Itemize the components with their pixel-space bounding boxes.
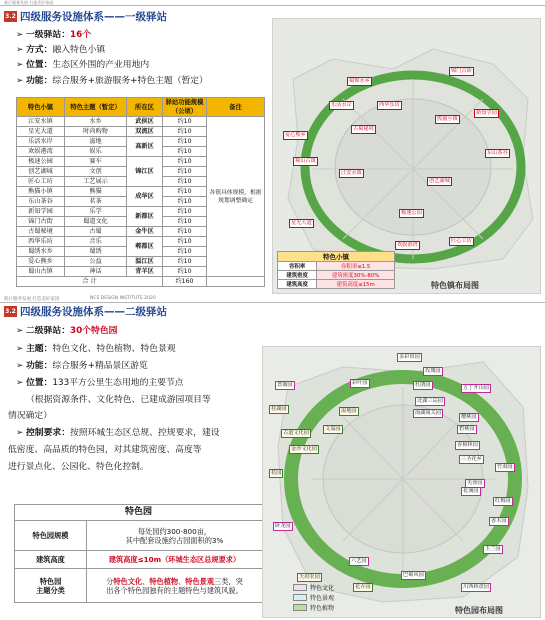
town-marker[interactable]: 江安水镇 <box>341 170 362 176</box>
park-marker[interactable]: 五丁开山园 <box>463 385 489 391</box>
park-layout-map <box>262 346 541 618</box>
bullet-function: ➢ 功能：综合服务+旅游服务+特色主题（暂定） <box>16 76 208 86</box>
town-name: 蜀山古镇 <box>17 267 65 277</box>
scale: 约10 <box>163 157 207 167</box>
total-row <box>17 277 265 287</box>
park-marker[interactable]: 杜鹃园 <box>415 382 431 388</box>
park-marker[interactable]: 竹海园 <box>497 464 513 470</box>
park-marker[interactable]: 巴蜀风园 <box>403 572 424 578</box>
scale: 约10 <box>163 227 207 237</box>
town-name: 极速公园 <box>17 157 65 167</box>
town-name: 新知学园 <box>17 207 65 217</box>
scale: 约10 <box>163 177 207 187</box>
section1-title: 四级服务设施体系——一级驿站 <box>20 10 167 23</box>
scale: 约10 <box>163 197 207 207</box>
town-theme: 时尚购物 <box>65 127 127 137</box>
town-name: 东山茶谷 <box>17 197 65 207</box>
town-marker[interactable]: 西华乐坊 <box>379 102 400 108</box>
park-marker[interactable]: 碧桃园 <box>459 426 475 432</box>
town-name: 江安水镇 <box>17 117 65 127</box>
bullet-control-l2: 低密度、高品质的特色园，对其建筑密度、高度等 <box>8 445 202 455</box>
park-marker[interactable]: 桂湖园 <box>271 406 287 412</box>
town-theme: 音乐 <box>65 237 127 247</box>
district: 新都区 <box>127 207 163 227</box>
town-marker[interactable]: 爱心熊乡 <box>285 132 306 138</box>
scale: 约10 <box>163 267 207 277</box>
park-marker[interactable]: 湿地园 <box>341 408 357 414</box>
park-marker[interactable]: 玫瑰园 <box>425 368 441 374</box>
scale: 约10 <box>163 137 207 147</box>
town-marker[interactable]: 熊猫小镇 <box>437 116 458 122</box>
col-scale: 驿站功能规模（公顷） <box>163 98 207 117</box>
town-marker[interactable]: 创艺湖城 <box>429 178 450 184</box>
bullet-location-2: ➢ 位置：133平方公里生态用地的主要节点 <box>16 378 184 388</box>
park-marker[interactable]: 桔园 <box>271 470 282 476</box>
town-name: 创艺湖城 <box>17 167 65 177</box>
scale: 约10 <box>163 207 207 217</box>
town-marker[interactable]: 匠心工坊 <box>451 238 472 244</box>
district: 双流区 <box>127 127 163 137</box>
park-marker[interactable]: 南湖阅关园 <box>415 410 441 416</box>
town-theme: 熊猫 <box>65 187 127 197</box>
park-marker[interactable]: 玉兰园 <box>485 546 501 552</box>
town-name: 星光大道 <box>17 127 65 137</box>
bullet-theme: ➢ 主题：特色文化、特色植物、特色景观 <box>16 344 176 354</box>
town-marker[interactable]: 新知学园 <box>476 110 497 116</box>
park-marker[interactable]: 花溪园 <box>463 488 479 494</box>
map2-caption: 特色园布局图 <box>455 606 503 615</box>
park-marker[interactable]: 多彩田园 <box>399 354 420 360</box>
district: 武侯区 <box>127 117 163 127</box>
district: 成华区 <box>127 187 163 207</box>
town-marker[interactable]: 蜀山古镇 <box>295 158 316 164</box>
col-town: 特色小镇 <box>17 98 65 117</box>
bullet-location-note: （根据资源条件、文化特色、已建成游园项目等 <box>26 395 211 405</box>
town-layout-map <box>272 18 541 294</box>
total-value: 约160 <box>163 277 207 287</box>
scale: 约10 <box>163 127 207 137</box>
town-theme: 水乡 <box>65 117 127 127</box>
park-marker[interactable]: 文翁园 <box>325 426 341 432</box>
town-marker[interactable]: 星光大道 <box>291 220 312 226</box>
park-height-label: 建筑高度 <box>15 551 87 569</box>
top-header-strip <box>0 0 545 6</box>
park-marker[interactable]: 香樟林园 <box>457 442 478 448</box>
town-marker[interactable]: 蜀锦水乡 <box>349 78 370 84</box>
col-remark: 备注 <box>207 98 265 117</box>
district: 金牛区 <box>127 227 163 237</box>
park-category-label: 特色园 主题分类 <box>15 569 87 603</box>
town-name: 西华乐坊 <box>17 237 65 247</box>
town-name: 爱心熊乡 <box>17 257 65 267</box>
town-name: 锦门古街 <box>17 217 65 227</box>
town-marker[interactable]: 极速公园 <box>401 210 422 216</box>
town-name: 匠心工坊 <box>17 177 65 187</box>
park-marker[interactable]: 天府农园 <box>299 574 320 580</box>
park-marker[interactable]: 樱桃园 <box>461 414 477 420</box>
bullet-location: ➢ 位置：生态区外围的产业用地内 <box>16 60 150 70</box>
scale: 约10 <box>163 187 207 197</box>
town-theme: 古蜀 <box>65 227 127 237</box>
town-name: 古蜀秘境 <box>17 227 65 237</box>
legend-title: 特色小镇 <box>278 252 395 262</box>
district: 郫都区 <box>127 237 163 257</box>
park-marker[interactable]: 北湖三岛园 <box>417 398 443 404</box>
legend-landscape: 特色景观 <box>293 592 334 602</box>
legend-value: 容积率≤1.5 <box>317 262 395 271</box>
remark: 各镇具体规模，根据规划调整确定 <box>207 117 265 277</box>
brand-institute: NCS DESIGN INSTITUTE 2020 <box>90 296 156 301</box>
town-name: 乐活水岸 <box>17 137 65 147</box>
col-district: 所在区 <box>127 98 163 117</box>
town-theme: 蜀道文化 <box>65 217 127 227</box>
legend-key: 建筑高度 <box>278 280 317 289</box>
brand-slogan: 新行服务发展 打造美好家园 <box>4 0 54 5</box>
park-marker[interactable]: 香木园 <box>491 518 507 524</box>
brand-slogan-2: 践行服务发展 打造美好家园 <box>4 297 60 302</box>
scale: 约10 <box>163 217 207 227</box>
town-theme: 滋地 <box>65 137 127 147</box>
legend-value: 建筑高度≤15m <box>317 280 395 289</box>
park-marker[interactable]: 彩叶园 <box>352 380 368 386</box>
bullet-level1-count: ➢ 一级驿站：16个 <box>16 30 92 40</box>
scale: 约10 <box>163 167 207 177</box>
town-name: 熊猫小镇 <box>17 187 65 197</box>
town-marker[interactable]: 欢娱港湾 <box>397 242 418 248</box>
bullet-method: ➢ 方式：融入特色小镇 <box>16 45 106 55</box>
bullet-function-2: ➢ 功能：综合服务+精品景区游览 <box>16 361 148 371</box>
section2-header <box>4 304 167 318</box>
town-theme: 娱乐 <box>65 147 127 157</box>
section-number-badge: 3.2 <box>5 307 16 315</box>
town-name: 欢娱港湾 <box>17 147 65 157</box>
bullet-location-note2: 情况确定） <box>8 411 52 421</box>
town-marker[interactable]: 古蜀秘境 <box>353 126 374 132</box>
col-theme: 特色主题（暂定） <box>65 98 127 117</box>
park-category-value: 分特色文化、特色植物、特色景观三类，突 出各个特色园独有的主题特色与建筑风貌。 <box>87 569 263 603</box>
park-marker[interactable]: 卧龙园 <box>275 523 291 529</box>
legend-key: 建筑密度 <box>278 271 317 280</box>
town-name: 蜀绣水乡 <box>17 247 65 257</box>
park-marker[interactable]: 六艺园 <box>351 558 367 564</box>
legend-plant: 特色植物 <box>293 602 334 612</box>
map1-legend-table <box>277 251 395 289</box>
park-marker[interactable]: 金沙文化园 <box>291 446 317 452</box>
park-marker[interactable]: 川西林盘园 <box>463 584 489 590</box>
town-theme: 公益 <box>65 257 127 267</box>
town-marker[interactable]: 锦门古街 <box>451 68 472 74</box>
scale: 约10 <box>163 147 207 157</box>
park-marker[interactable]: 蔷薇园 <box>277 382 293 388</box>
town-marker[interactable]: 乐活水岸 <box>331 102 352 108</box>
scale: 约10 <box>163 117 207 127</box>
park-marker[interactable]: 红梅园 <box>495 498 511 504</box>
total-label: 合 计 <box>17 277 163 287</box>
town-theme: 工艺展示 <box>65 177 127 187</box>
park-height-value: 建筑高度≤10m（环城生态区总规要求） <box>87 551 263 569</box>
park-scale-value: 每处园约300-800亩， 其中配套设施约占园面积的3% <box>87 521 263 551</box>
bullet-control: ➢ 控制要求：按照环城生态区总规、控规要求，建设 <box>16 428 220 438</box>
district: 锦江区 <box>127 157 163 187</box>
bullet-control-l3: 进行景点化、公园化、特色化控制。 <box>8 462 149 472</box>
park-marker[interactable]: 三圣花乡 <box>461 456 482 462</box>
table-row <box>17 117 265 127</box>
district: 青羊区 <box>127 267 163 277</box>
park-marker[interactable]: 古道文化园 <box>283 430 309 436</box>
station-table <box>16 97 265 287</box>
bullet-level2-count: ➢ 二级驿站：30个特色园 <box>16 326 118 336</box>
park-marker[interactable]: 芙蓉园 <box>467 480 483 486</box>
park-marker[interactable]: 花卉园 <box>355 584 371 590</box>
legend-culture: 特色文化 <box>293 582 334 592</box>
district: 温江区 <box>127 257 163 267</box>
park-table <box>14 504 263 603</box>
scale: 约10 <box>163 247 207 257</box>
section2-title: 四级服务设施体系——二级驿站 <box>20 305 167 318</box>
scale: 约10 <box>163 237 207 247</box>
town-theme: 蜀绣 <box>65 247 127 257</box>
town-theme: 神话 <box>65 267 127 277</box>
section1-header <box>4 9 167 23</box>
town-theme: 赛车 <box>65 157 127 167</box>
scale: 约10 <box>163 257 207 267</box>
town-theme: 文创 <box>65 167 127 177</box>
legend-value: 建筑密度30%-80% <box>317 271 395 280</box>
park-scale-label: 特色园规模 <box>15 521 87 551</box>
park-table-title: 特色园 <box>15 505 263 521</box>
town-marker[interactable]: 东山茶谷 <box>487 150 508 156</box>
park-legend <box>293 582 334 612</box>
town-theme: 茗茶 <box>65 197 127 207</box>
map1-caption: 特色镇布局图 <box>431 281 479 290</box>
district: 高新区 <box>127 137 163 157</box>
town-theme: 乐学 <box>65 207 127 217</box>
section-number-badge: 3.2 <box>5 12 16 20</box>
legend-key: 容积率 <box>278 262 317 271</box>
